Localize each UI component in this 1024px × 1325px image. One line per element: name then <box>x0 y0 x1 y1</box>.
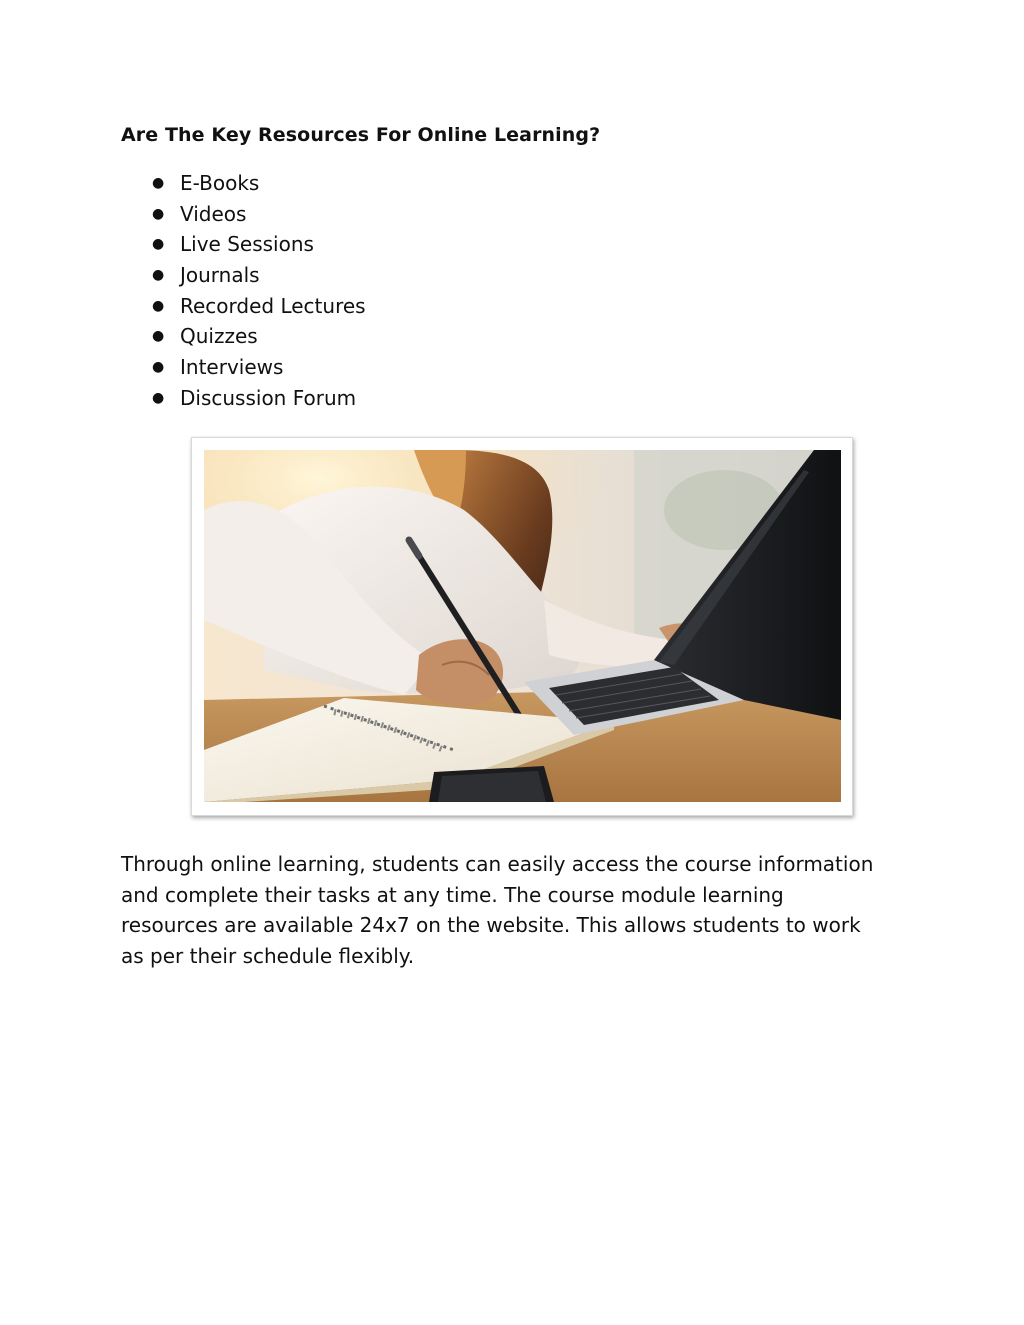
list-item <box>152 229 366 260</box>
bullet-icon: ● <box>152 359 165 376</box>
list-item-label: Videos <box>180 201 247 226</box>
bullet-icon: ● <box>152 328 165 345</box>
bullet-icon: ● <box>152 267 165 284</box>
list-item-label: E-Books <box>180 171 260 195</box>
list-item <box>152 291 366 322</box>
bullet-icon: ● <box>152 175 165 191</box>
list-item <box>152 168 366 199</box>
list-item-label: Quizzes <box>180 324 258 349</box>
paragraph-line: as per their schedule flexibly. <box>121 944 415 969</box>
page-heading: Are The Key Resources For Online Learning? <box>121 124 601 146</box>
list-item <box>152 321 366 352</box>
paragraph-line: Through online learning, students can easily access the course information <box>121 852 874 876</box>
list-item <box>152 260 366 291</box>
bullet-icon: ● <box>152 297 165 314</box>
list-item-label: Interviews <box>180 355 284 380</box>
paragraph-line: resources are available 24x7 on the website. This allows students to work <box>121 913 861 938</box>
bullet-icon: ● <box>152 389 165 406</box>
list-item-label: Live Sessions <box>180 232 314 257</box>
resource-list <box>152 168 366 414</box>
paragraph-line: and complete their tasks at any time. The course module learning <box>121 882 784 907</box>
list-item <box>152 383 366 414</box>
bullet-icon: ● <box>152 205 165 222</box>
body-paragraph <box>121 849 921 972</box>
photo-woman-writing-with-laptop <box>204 450 841 802</box>
photo-frame <box>191 437 853 816</box>
photo-illustration <box>204 450 841 802</box>
list-item-label: Journals <box>180 263 260 288</box>
list-item-label: Discussion Forum <box>180 385 357 410</box>
bullet-icon: ● <box>152 236 165 253</box>
list-item <box>152 352 366 383</box>
list-item-label: Recorded Lectures <box>180 293 366 318</box>
list-item <box>152 199 366 230</box>
